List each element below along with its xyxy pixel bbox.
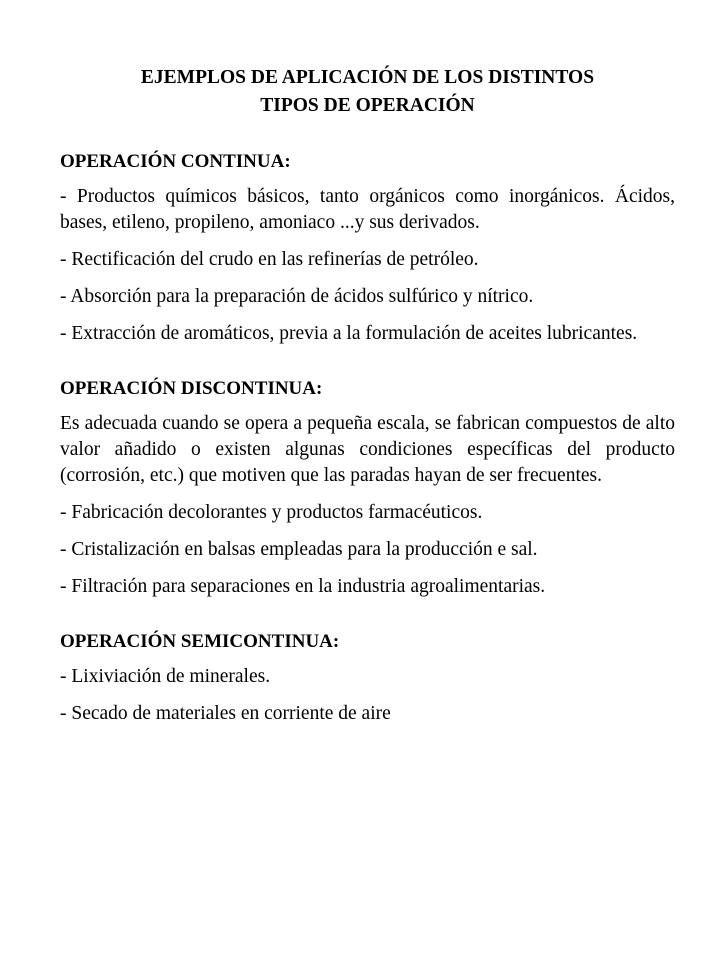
paragraph: - Fabricación decolorantes y productos farmacéuticos.	[60, 502, 483, 523]
paragraph: - Productos químicos básicos, tanto orgánicos como inorgánicos. Ácidos, bases, etileno, propileno, amoniaco ...y sus derivados.	[60, 186, 675, 233]
paragraph: - Rectificación del crudo en las refinerías de petróleo.	[60, 249, 479, 270]
section-continua	[60, 149, 675, 347]
paragraph: - Absorción para la preparación de ácidos sulfúrico y nítrico.	[60, 286, 534, 307]
title-line-1: EJEMPLOS DE APLICACIÓN DE LOS DISTINTOS	[140, 67, 595, 88]
section-heading: OPERACIÓN CONTINUA:	[60, 151, 291, 172]
paragraph: - Lixiviación de minerales.	[60, 666, 271, 687]
paragraph: - Filtración para separaciones en la industria agroalimentarias.	[60, 576, 546, 597]
paragraph: - Cristalización en balsas empleadas para la producción e sal.	[60, 539, 538, 560]
paragraph: - Extracción de aromáticos, previa a la formulación de aceites lubricantes.	[60, 323, 638, 344]
document-page	[60, 64, 675, 727]
section-discontinua	[60, 376, 675, 600]
section-heading: OPERACIÓN DISCONTINUA:	[60, 378, 323, 399]
title-line-2: TIPOS DE OPERACIÓN	[260, 95, 475, 116]
section-heading: OPERACIÓN SEMICONTINUA:	[60, 631, 340, 652]
paragraph: Es adecuada cuando se opera a pequeña escala, se fabrican compuestos de alto valor añadido o existen algunas condiciones específicas del producto (corrosión, etc.) que motiven que las paradas hayan de ser frecuentes.	[60, 413, 675, 486]
document-title	[60, 64, 675, 120]
paragraph: - Secado de materiales en corriente de aire	[60, 703, 391, 724]
section-semicontinua	[60, 629, 675, 727]
